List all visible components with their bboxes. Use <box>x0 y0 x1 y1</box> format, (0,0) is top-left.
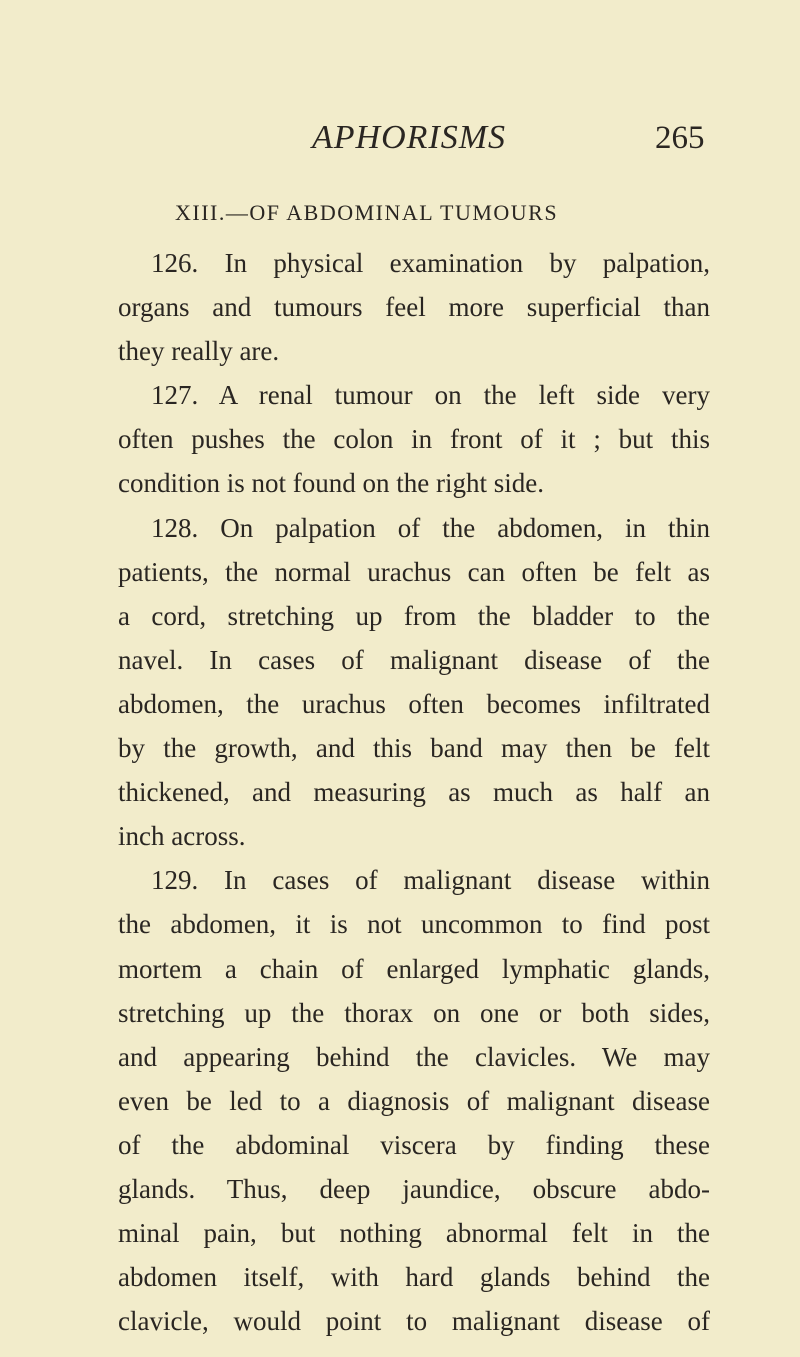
text-line: abdomen itself, with hard glands behind the <box>118 1262 710 1293</box>
text-line: 128. On palpation of the abdomen, in thin <box>151 512 710 543</box>
section-heading: XIII.—OF ABDOMINAL TUMOURS <box>175 200 559 225</box>
text-line: patients, the normal urachus can often be felt as <box>118 556 710 587</box>
text-line: the abdomen, it is not uncommon to find post <box>118 909 710 940</box>
text-line: a cord, stretching up from the bladder to the <box>118 600 710 631</box>
text-line: thickened, and measuring as much as half an <box>118 777 710 808</box>
text-line: clavicle, would point to malignant disease of <box>118 1306 710 1337</box>
text-line: 126. In physical examination by palpation, <box>151 248 710 278</box>
text-line: mortem a chain of enlarged lymphatic glands, <box>118 953 710 984</box>
text-line: stretching up the thorax on one or both sides, <box>118 997 710 1028</box>
text-line: often pushes the colon in front of it ; but this <box>118 424 710 455</box>
text-line: glands. Thus, deep jaundice, obscure abdo- <box>118 1173 710 1204</box>
text-line: condition is not found on the right side. <box>118 468 544 499</box>
text-line: navel. In cases of malignant disease of the <box>118 644 710 675</box>
text-line: they really are. <box>118 336 280 367</box>
running-title: APHORISMS <box>312 119 507 156</box>
body-text <box>118 241 710 1343</box>
text-line: even be led to a diagnosis of malignant disease <box>118 1085 710 1116</box>
text-line: minal pain, but nothing abnormal felt in the <box>118 1218 710 1249</box>
text-line: organs and tumours feel more superficial than <box>118 292 710 323</box>
text-line: inch across. <box>118 821 246 852</box>
page-number: 265 <box>655 120 705 156</box>
text-line: by the growth, and this band may then be felt <box>118 733 710 764</box>
text-line: and appearing behind the clavicles. We may <box>118 1041 710 1072</box>
running-head <box>0 118 800 158</box>
text-line: abdomen, the urachus often becomes infiltrated <box>118 688 710 719</box>
text-line: of the abdominal viscera by finding these <box>118 1129 710 1160</box>
text-line: 127. A renal tumour on the left side very <box>151 380 710 411</box>
text-line: 129. In cases of malignant disease within <box>151 865 710 896</box>
